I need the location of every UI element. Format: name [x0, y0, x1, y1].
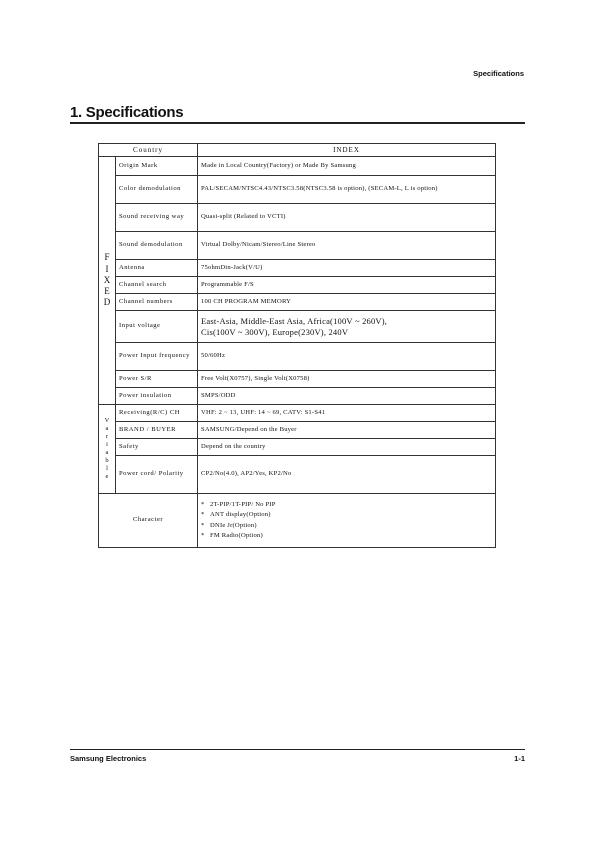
row-value: Virtual Dolby/Nicam/Stereo/Line Stereo	[198, 232, 496, 260]
table-row	[99, 494, 496, 548]
row-value: SMPS/ODD	[198, 388, 496, 405]
row-label: Power Input frequency	[116, 343, 198, 371]
col-country: Country	[99, 144, 198, 157]
row-value: Programmable F/S	[198, 277, 496, 294]
list-item: * ANT display(Option)	[201, 511, 492, 519]
row-value: 50/60Hz	[198, 343, 496, 371]
page-title: 1. Specifications	[70, 104, 184, 121]
row-label: Receiving(R/C) CH	[116, 405, 198, 422]
row-value	[198, 311, 496, 343]
table-row	[99, 439, 496, 456]
table-row	[99, 260, 496, 277]
section-header: Specifications	[473, 69, 524, 78]
row-label: Antenna	[116, 260, 198, 277]
row-value: 100 CH PROGRAM MEMORY	[198, 294, 496, 311]
row-label: Power cord/ Polarity	[116, 456, 198, 494]
row-label: Power S/R	[116, 371, 198, 388]
row-label: BRAND / BUYER	[116, 422, 198, 439]
col-index: INDEX	[198, 144, 496, 157]
row-value: VHF: 2 ~ 13, UHF: 14 ~ 69, CATV: S1-S41	[198, 405, 496, 422]
row-label: Sound demodulation	[116, 232, 198, 260]
row-value: SAMSUNG/Depend on the Buyer	[198, 422, 496, 439]
row-label: Power insulation	[116, 388, 198, 405]
row-value: Quasi-split (Related to VCTI)	[198, 204, 496, 232]
table-row	[99, 311, 496, 343]
table-row	[99, 277, 496, 294]
row-label: Sound receiving way	[116, 204, 198, 232]
row-label: Channel numbers	[116, 294, 198, 311]
input-voltage-line-1: East-Asia, Middle-East Asia, Africa(100V ~ 260V),	[201, 315, 388, 326]
row-label: Input voltage	[116, 311, 198, 343]
row-label: Color demodulation	[116, 176, 198, 204]
table-row	[99, 388, 496, 405]
row-label: Origin Mark	[116, 157, 198, 176]
page-number: 1-1	[514, 754, 525, 763]
variable-group-label: V a r i a b l e	[99, 405, 116, 494]
spec-table	[98, 143, 496, 548]
table-row	[99, 157, 496, 176]
footer-divider	[70, 749, 525, 750]
table-row	[99, 371, 496, 388]
character-label: Character	[99, 494, 198, 548]
list-item: * FM Radio(Option)	[201, 532, 492, 540]
table-row	[99, 294, 496, 311]
character-list	[198, 494, 496, 548]
table-row	[99, 343, 496, 371]
input-voltage-line-2: Cis(100V ~ 300V), Europe(230V), 240V	[201, 326, 349, 337]
row-label: Channel search	[116, 277, 198, 294]
list-item: * DNIe Jr(Option)	[201, 522, 492, 530]
row-value: CP2/No(4.0), AP2/Yes, KP2/No	[198, 456, 496, 494]
fixed-group-label: F I X E D	[99, 157, 116, 405]
row-label: Safety	[116, 439, 198, 456]
row-value: Free Volt(X0757), Single Volt(X0758)	[198, 371, 496, 388]
table-row	[99, 176, 496, 204]
row-value: PAL/SECAM/NTSC4.43/NTSC3.58(NTSC3.58 is option), (SECAM-L, L is option)	[198, 176, 496, 204]
table-row	[99, 204, 496, 232]
list-item: * 2T-PIP/1T-PIP/ No PIP	[201, 501, 492, 509]
title-divider	[70, 122, 525, 124]
table-header-row	[99, 144, 496, 157]
table-row	[99, 405, 496, 422]
row-value: Made in Local Country(Factory) or Made By Samsung	[198, 157, 496, 176]
row-value: 75ohmDin-Jack(V/U)	[198, 260, 496, 277]
footer-company: Samsung Electronics	[70, 754, 147, 763]
row-value: Depend on the country	[198, 439, 496, 456]
table-row	[99, 456, 496, 494]
table-row	[99, 422, 496, 439]
table-row	[99, 232, 496, 260]
